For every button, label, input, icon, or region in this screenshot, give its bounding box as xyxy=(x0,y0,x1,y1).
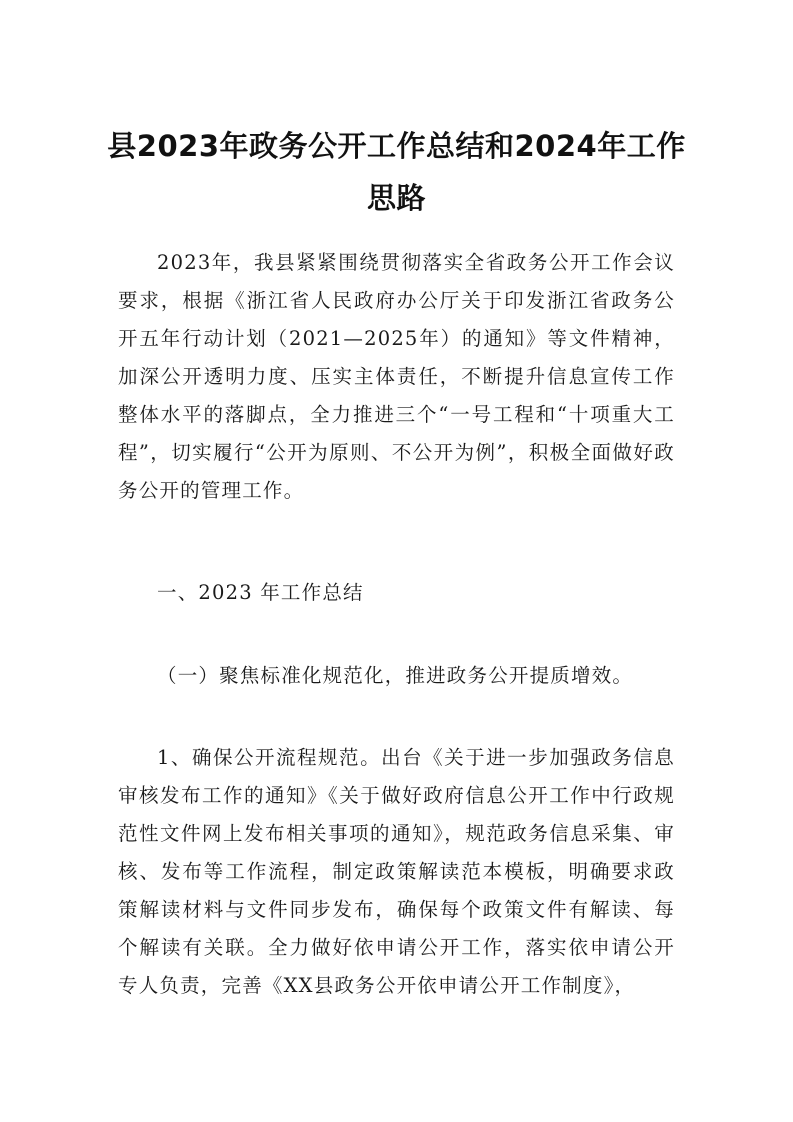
section-heading: 一、2023 年工作总结 xyxy=(157,581,364,604)
intro-paragraph: 2023年，我县紧紧围绕贯彻落实全省政务公开工作会议要求，根据《浙江省人民政府办公厅关于印发浙江省政务公开五年行动计划（2021—2025年）的通知》等文件精神，加深公开透明力度、压实主体责任，不断提升信息宣传工作整体水平的落脚点，全力推进三个“一号工程和“十项重大工程”，切实履行“公开为原则、不公开为例”，积极全面做好政务公开的管理工作。 xyxy=(118,251,675,502)
subsection-heading: （一）聚焦标准化规范化，推进政务公开提质增效。 xyxy=(157,664,634,687)
item-paragraph: 1、确保公开流程规范。出台《关于进一步加强政务信息审核发布工作的通知》《关于做好政府信息公开工作中行政规范性文件网上发布相关事项的通知》，规范政务信息采集、审核、发布等工作流程，制定政策解读范本模板，明确要求政策解读材料与文件同步发布，确保每个政策文件有解读、每个解读有关联。全力做好依申请公开工作，落实依申请公开专人负责，完善《XX县政务公开依申请公开工作制度》， xyxy=(118,746,675,997)
document-title: 县2023年政务公开工作总结和2024年工作思路 xyxy=(107,129,686,215)
